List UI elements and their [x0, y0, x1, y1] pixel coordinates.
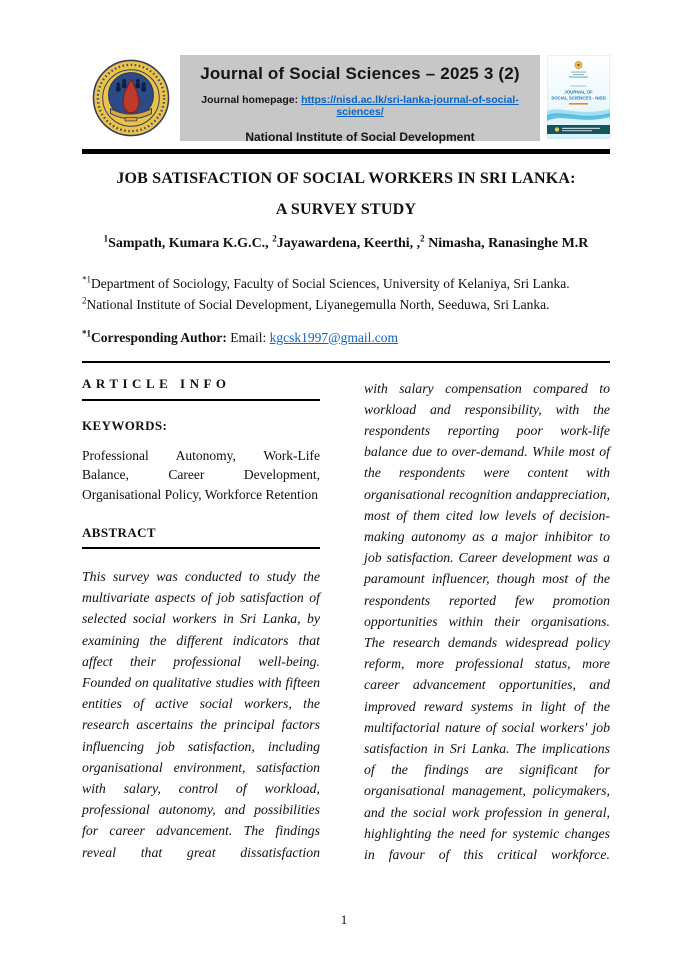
cover-title-line1: JOURNAL OF [564, 89, 593, 95]
page-number: 1 [340, 912, 348, 927]
article-info-heading: ARTICLE INFO [82, 376, 320, 401]
nisd-logo-emblem [82, 55, 180, 141]
affiliation-line [82, 294, 610, 315]
paper-title-line1: JOB SATISFACTION OF SOCIAL WORKERS IN SRI LANKA: [116, 169, 576, 187]
email-prefix: Email: [230, 329, 267, 345]
right-column [364, 376, 610, 866]
affiliation-superscript: 2 [82, 295, 87, 305]
corresponding-superscript: *1 [82, 328, 91, 338]
affiliation-text: Department of Sociology, Faculty of Social Sciences, University of Kelaniya, Sri Lanka. [91, 275, 570, 291]
author-name: Jayawardena, Keerthi, , [276, 235, 421, 251]
author-superscript: 1 [103, 232, 109, 243]
corresponding-label: Corresponding Author: [91, 329, 227, 345]
author-superscript: 2 [420, 232, 425, 243]
affiliations-block [82, 273, 610, 315]
left-column [82, 376, 320, 866]
author-name: Sampath, Kumara K.G.C., [108, 235, 273, 251]
author-name: Nimasha, Ranasinghe M.R [424, 235, 589, 251]
section-divider-rule [82, 361, 610, 363]
column-gap [320, 376, 364, 866]
abstract-heading: ABSTRACT [82, 525, 320, 549]
journal-homepage-line [180, 94, 540, 118]
homepage-link[interactable]: https://nisd.ac.lk/sri-lanka-journal-of-social-sciences/ [301, 94, 519, 118]
cover-title-line2: SOCIAL SCIENCES - NISD [551, 95, 606, 101]
journal-header-box [180, 55, 540, 144]
affiliation-superscript: *1 [82, 274, 91, 284]
homepage-label: Journal homepage: [201, 94, 299, 106]
header-divider-rule [82, 149, 610, 154]
affiliation-line [82, 273, 610, 294]
journal-title: Journal of Social Sciences – 2025 3 (2) [200, 64, 520, 83]
paper-title-line2: A SURVEY STUDY [275, 200, 417, 218]
authors-line [82, 232, 610, 252]
affiliation-text: National Institute of Social Development, Liyanegemulla North, Seeduwa, Sri Lanka. [86, 296, 550, 312]
keywords-label: KEYWORDS: [82, 417, 168, 433]
article-body-columns [82, 376, 610, 866]
nisd-logo-icon [92, 59, 170, 137]
journal-cover-image [547, 55, 610, 139]
institute-name: National Institute of Social Development [245, 130, 475, 144]
author-superscript: 2 [272, 232, 277, 243]
abstract-left-column-text: This survey was conducted to study the multivariate aspects of job satisfaction of selected social workers in Sri Lanka, by examining the different indicators that affect their professional well-being. Founded on qualitative studies with fifteen entities of active social workers, the research ascertains the principal factors influencing job satisfaction, including organisational environment, satisfaction with salary, control of workload, professional autonomy, and possibilities for career advancement. The findings reveal that great dissatisfaction [82, 569, 320, 860]
abstract-right-column-text: with salary compensation compared to workload and responsibility, with the respondents reporting poor work-life balance due to over-demand. While most of the respondents were content with organisational recognition andappreciation, most of them cited low levels of decision-making autonomy as a major inhibitor to job satisfaction. Career development was a paramount influencer, though most of the respondents reported few promotion opportunities within their organisations. The research demands widespread policy reform, more professional status, more career advancement opportunities, and improved reward systems in light of the multifactorial nature of social workers' job satisfaction in Sri Lanka. The implications of the findings are significant for organisational management, policymakers, and the social work profession in general, highlighting the need for systemic changes in favour of this critical workforce. [364, 380, 610, 862]
journal-cover-thumbnail [547, 55, 610, 141]
corresponding-author-line [82, 330, 610, 346]
journal-header [82, 55, 610, 144]
cover-issue-date-decoration [569, 103, 588, 105]
corresponding-email-link[interactable]: kgcsk1997@gmail.com [269, 329, 398, 345]
keywords-text: Professional Autonomy, Work-Life Balance, Career Development, Organisational Policy, Workforce Retention [82, 447, 320, 502]
